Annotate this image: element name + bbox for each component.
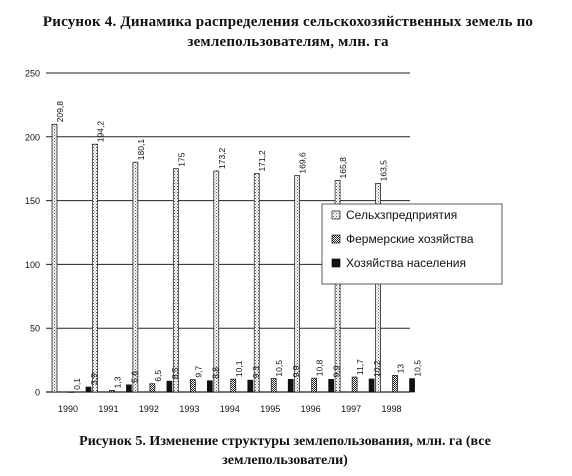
bar <box>248 380 253 392</box>
y-tick-label: 200 <box>24 132 40 143</box>
y-tick-label: 150 <box>24 196 40 207</box>
y-tick-label: 250 <box>24 68 40 79</box>
data-label: 5,6 <box>129 371 140 383</box>
data-label: 163,5 <box>378 160 389 182</box>
chart-title-top: Рисунок 4. Динамика распределения сельскохозяйственных земель по землепользователям, млн. га <box>42 14 534 50</box>
data-label: 13 <box>395 363 406 374</box>
bar <box>329 379 334 392</box>
data-label: 180,1 <box>135 138 146 161</box>
bar <box>231 379 236 392</box>
bar <box>254 174 259 392</box>
bar <box>167 381 172 392</box>
data-label: 173,2 <box>216 147 227 169</box>
bar <box>410 379 415 392</box>
y-tick-label: 50 <box>29 323 40 334</box>
x-tick-label: 1991 <box>98 404 119 414</box>
data-label: 8,8 <box>210 366 221 379</box>
bar <box>69 392 74 393</box>
data-label: 0,1 <box>72 378 82 390</box>
bar <box>86 387 91 392</box>
data-label: 8,5 <box>169 367 180 380</box>
bar <box>369 379 374 392</box>
legend-swatch <box>332 235 340 243</box>
x-tick-label: 1995 <box>260 404 281 414</box>
data-label: 209,8 <box>55 101 65 123</box>
grid-lines <box>46 73 410 328</box>
legend-swatch <box>332 259 340 267</box>
bar <box>190 380 195 392</box>
data-label: 10,5 <box>412 360 423 377</box>
data-label: 169,6 <box>297 152 308 174</box>
data-label: 1,3 <box>112 376 123 389</box>
data-label: 6,5 <box>152 369 163 382</box>
data-label: 165,8 <box>338 157 349 179</box>
legend-label: Сельхзпредприятия <box>346 208 458 222</box>
data-label: 9,3 <box>250 366 261 379</box>
data-label: 194,2 <box>95 120 106 143</box>
bar <box>92 144 97 392</box>
bar <box>150 384 155 392</box>
bar <box>173 169 178 392</box>
x-tick-label: 1994 <box>219 404 240 414</box>
bar <box>271 379 276 392</box>
bar <box>207 381 212 392</box>
legend-swatch <box>332 211 340 219</box>
data-label: 10,1 <box>233 360 244 378</box>
x-tick-label: 1996 <box>300 404 321 414</box>
x-tick-label: 1997 <box>341 404 362 414</box>
legend-label: Хозяйства населения <box>346 256 466 270</box>
x-tick-label: 1990 <box>57 404 79 414</box>
data-label: 10,2 <box>372 360 383 377</box>
y-tick-label: 0 <box>34 387 40 398</box>
bar <box>393 375 398 392</box>
bar <box>214 171 219 392</box>
legend <box>322 204 502 284</box>
data-label: 11,7 <box>355 359 366 376</box>
data-label: 10,5 <box>274 360 285 377</box>
data-label: 9,9 <box>291 365 302 378</box>
x-tick-label: 1998 <box>381 404 402 414</box>
legend-label: Фермерские хозяйства <box>346 232 474 246</box>
data-label: 10,8 <box>314 359 325 377</box>
x-tick-label: 1993 <box>179 404 200 414</box>
bar <box>109 390 114 392</box>
x-tick-label: 1992 <box>138 404 159 414</box>
bar <box>52 124 57 392</box>
data-label: 9,9 <box>331 365 342 378</box>
data-label: 3,9 <box>89 373 99 386</box>
bar <box>126 385 131 392</box>
chart-title-bottom: Рисунок 5. Изменение структуры землепользования, млн. га (все землепользователи) <box>79 434 491 468</box>
bar <box>352 377 357 392</box>
data-label: 171,2 <box>257 150 268 172</box>
bar <box>133 162 138 392</box>
bar <box>312 378 317 392</box>
bar <box>295 176 300 392</box>
data-label: 175 <box>176 152 187 167</box>
data-label: 9,7 <box>193 365 204 378</box>
bar <box>288 379 293 392</box>
y-tick-label: 100 <box>24 259 40 270</box>
